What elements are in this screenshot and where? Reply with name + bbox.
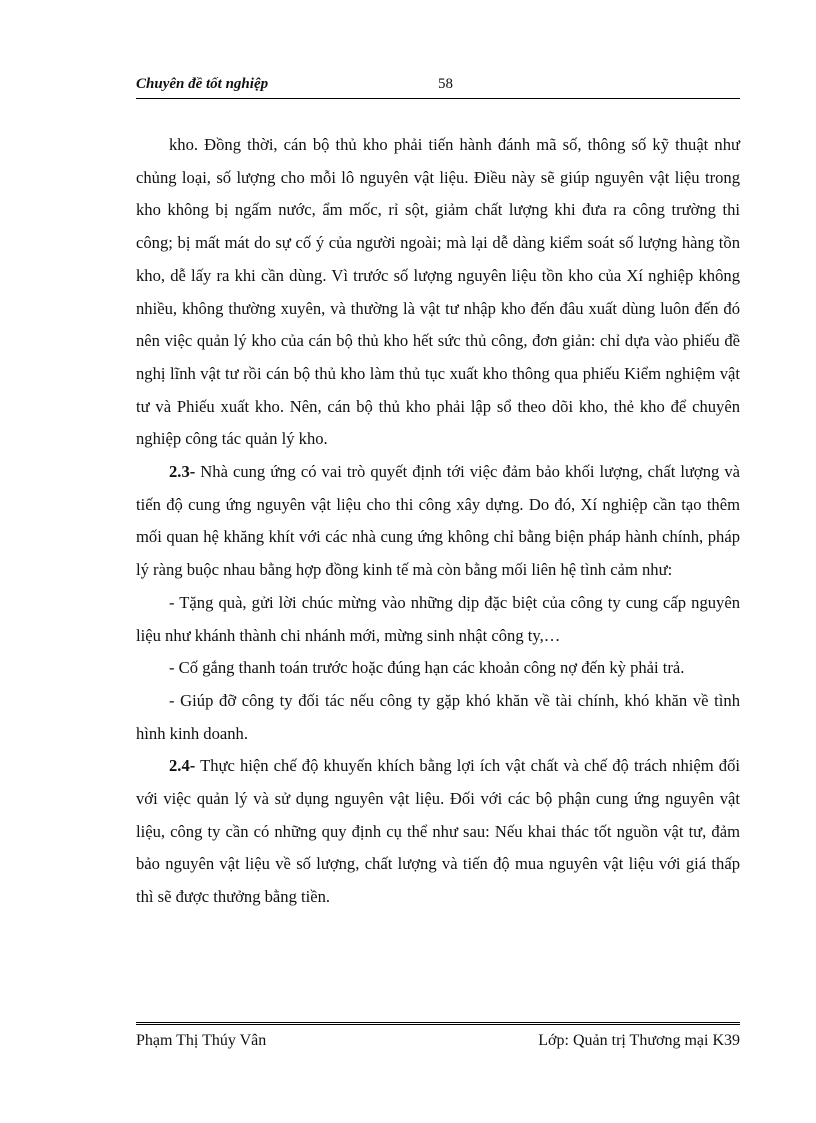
page-header — [136, 76, 740, 99]
bullet-item-support — [136, 685, 740, 750]
footer-class: Lớp: Quản trị Thương mại K39 — [538, 1032, 740, 1049]
paragraph-text: - Cố gắng thanh toán trước hoặc đúng hạn các khoản công nợ đến kỳ phải trả. — [169, 658, 685, 678]
bullet-item-gifts — [136, 587, 740, 652]
paragraph-text: Thực hiện chế độ khuyến khích bằng lợi ích vật chất và chế độ trách nhiệm đối với việc quản lý và sử dụng nguyên vật liệu. Đối với các bộ phận cung ứng nguyên vật liệu, công ty cần có những quy định cụ thể như sau: Nếu khai thác tốt nguồn vật tư, đảm bảo nguyên vật liệu về số lượng, chất lượng và tiến độ mua nguyên vật liệu với giá thấp thì sẽ được thưởng bằng tiền. — [136, 756, 740, 907]
bullet-item-payment — [136, 652, 740, 685]
page-footer — [136, 1022, 740, 1056]
paragraph-text: - Giúp đỡ công ty đối tác nếu công ty gặp khó khăn về tài chính, khó khăn về tình hình kinh doanh. — [136, 690, 740, 743]
paragraph-section-2-4 — [136, 750, 740, 914]
footer-author: Phạm Thị Thúy Vân — [136, 1032, 267, 1049]
paragraph-text: - Tặng quà, gửi lời chúc mừng vào những dịp đặc biệt của công ty cung cấp nguyên liệu như khánh thành chi nhánh mới, mừng sinh nhật công ty,… — [136, 592, 740, 645]
paragraph-text: kho. Đồng thời, cán bộ thủ kho phải tiến hành đánh mã số, thông số kỹ thuật như chủng loại, số lượng cho mỗi lô nguyên vật liệu. Điều này sẽ giúp nguyên vật liệu trong kho không bị ngấm nước, ẩm mốc, rỉ sột, giảm chất lượng khi đưa ra công trường thi công; bị mất mát do sự cố ý của người ngoài; mà lại dễ dàng kiểm soát số lượng hàng tồn kho, dễ lấy ra khi cần dùng. Vì trước số lượng nguyên liệu tồn kho của Xí nghiệp không nhiều, không thường xuyên, và thường là vật tư nhập kho đến đâu xuất dùng luôn đến đó nên việc quản lý kho của cán bộ thủ kho hết sức thủ công, đơn giản: chỉ dựa vào phiếu đề nghị lĩnh vật tư rồi cán bộ thủ kho làm thủ tục xuất kho thông qua phiếu Kiểm nghiệm vật tư và Phiếu xuất kho. Nên, cán bộ thủ kho phải lập sổ theo dõi kho, thẻ kho để chuyên nghiệp công tác quản lý kho. — [136, 135, 740, 449]
header-title: Chuyên đề tốt nghiệp — [136, 76, 269, 92]
page-number: 58 — [438, 76, 453, 92]
document-body — [136, 129, 740, 914]
section-label: 2.4- — [169, 756, 196, 776]
paragraph-text: Nhà cung ứng có vai trò quyết định tới việc đảm bảo khối lượng, chất lượng và tiến độ cung ứng nguyên vật liệu cho thi công xây dựng. Do đó, Xí nghiệp cần tạo thêm mối quan hệ khăng khít với các nhà cung ứng không chỉ bằng biện pháp hành chính, pháp lý ràng buộc nhau bằng hợp đồng kinh tế mà còn bằng mối liên hệ tình cảm như: — [136, 462, 740, 580]
paragraph-continuation — [136, 129, 740, 456]
section-label: 2.3- — [169, 462, 196, 482]
paragraph-section-2-3 — [136, 456, 740, 587]
